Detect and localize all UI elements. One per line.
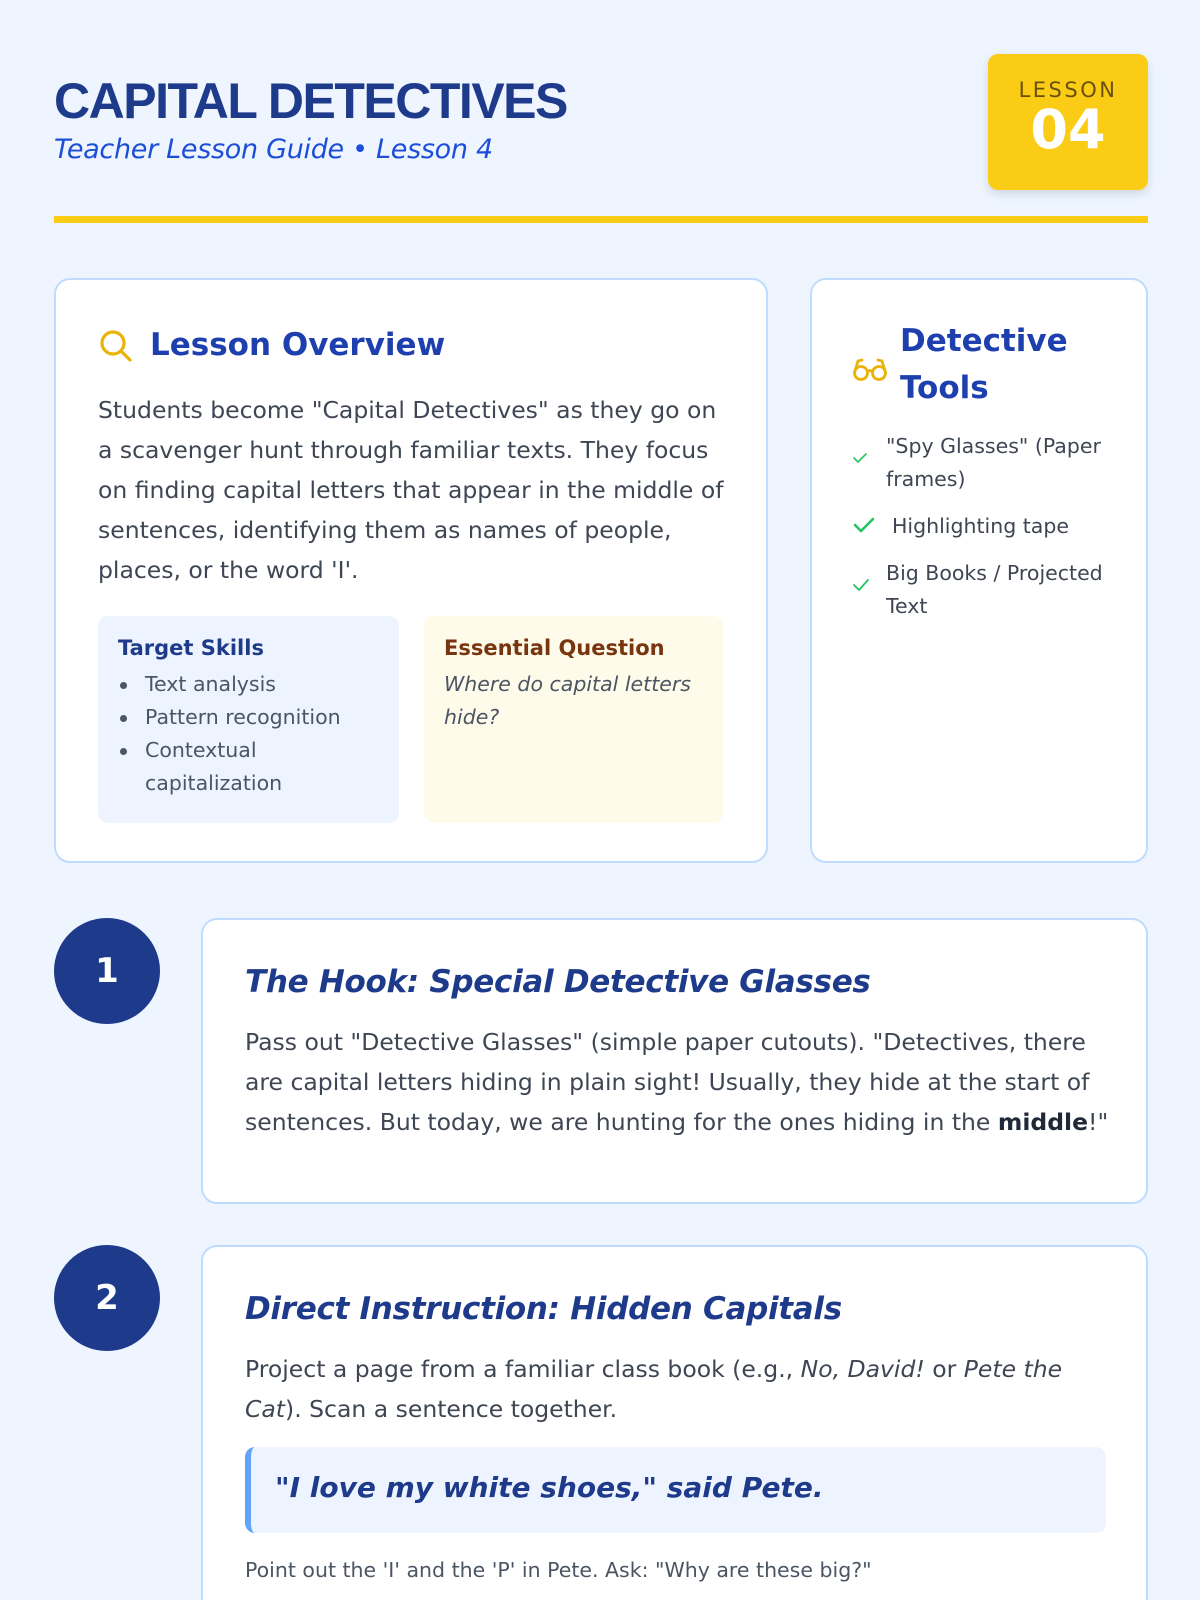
step-1-text-emphasis: middle <box>997 1108 1089 1136</box>
tool-item <box>852 557 1122 623</box>
glasses-icon <box>852 355 888 385</box>
essential-question-title: Essential Question <box>444 636 665 660</box>
lesson-badge-number: 04 <box>1030 98 1106 161</box>
book-title: No, David! <box>800 1355 925 1383</box>
tool-item <box>852 510 1122 543</box>
step-1-title: The Hook: Special Detective Glasses <box>245 964 871 1000</box>
detective-tools-heading: Detective Tools <box>900 323 1068 406</box>
example-sentence: "I love my white shoes," said Pete. <box>275 1471 824 1504</box>
step-1-text-part: !" <box>1088 1108 1109 1136</box>
tool-item <box>852 430 1122 496</box>
tool-item-label: Big Books / Projected Text <box>886 561 1103 618</box>
step-1-card <box>201 918 1148 1204</box>
tool-item-label: Highlighting tape <box>892 514 1069 538</box>
page-header <box>54 54 1148 224</box>
essential-question-box <box>424 616 723 823</box>
lesson-overview-card <box>54 278 768 863</box>
lesson-badge <box>988 54 1148 190</box>
header-divider <box>54 216 1148 223</box>
skill-item: Pattern recognition <box>118 701 388 734</box>
check-icon <box>852 577 870 593</box>
target-skills-box <box>98 616 399 823</box>
page-subtitle: Teacher Lesson Guide • Lesson 4 <box>54 134 493 165</box>
step-2-text-part: or <box>924 1355 964 1383</box>
check-icon <box>852 515 876 535</box>
target-skills-title: Target Skills <box>118 636 264 660</box>
lesson-page <box>54 0 1148 1600</box>
step-2-card <box>201 1245 1148 1600</box>
page-title: CAPITAL DETECTIVES <box>54 73 567 129</box>
lesson-overview-text: Students become "Capital Detectives" as they go on a scavenger hunt through familiar texts. They focus on finding capital letters that appear in the middle of sentences, identifying them as names of people, places, or the word 'I'. <box>98 396 724 584</box>
step-number-badge: 2 <box>54 1245 160 1351</box>
skill-item: Text analysis <box>118 668 388 701</box>
check-icon <box>852 451 868 465</box>
step-2-text-part: ). Scan a sentence together. <box>285 1395 618 1423</box>
target-skills-list <box>118 668 388 800</box>
step-1-text-part: Pass out "Detective Glasses" (simple paper cutouts). "Detectives, there are capital letters hiding in plain sight! Usually, they hide at the start of sentences. But today, we are hunting for the ones hiding in the <box>245 1028 1090 1136</box>
step-number-badge: 1 <box>54 918 160 1024</box>
step-2-note: Point out the 'I' and the 'P' in Pete. Ask: "Why are these big?" <box>245 1558 872 1582</box>
skill-item: Contextual capitalization <box>118 734 388 800</box>
example-sentence-box <box>245 1447 1106 1533</box>
book-title: Pete the Cat <box>245 1355 1063 1423</box>
detective-tools-card <box>810 278 1148 863</box>
lesson-badge-label: LESSON <box>1018 78 1118 102</box>
magnifier-icon <box>98 328 134 364</box>
step-1-text <box>245 1022 1110 1142</box>
detective-tools-list <box>852 430 1122 637</box>
tool-item-label: "Spy Glasses" (Paper frames) <box>886 434 1101 491</box>
step-2-title: Direct Instruction: Hidden Capitals <box>245 1291 842 1327</box>
lesson-overview-heading: Lesson Overview <box>150 327 446 363</box>
essential-question-text: Where do capital letters hide? <box>444 672 691 729</box>
step-2-text-part: Project a page from a familiar class book (e.g., <box>245 1355 801 1383</box>
step-2-text <box>245 1349 1110 1429</box>
